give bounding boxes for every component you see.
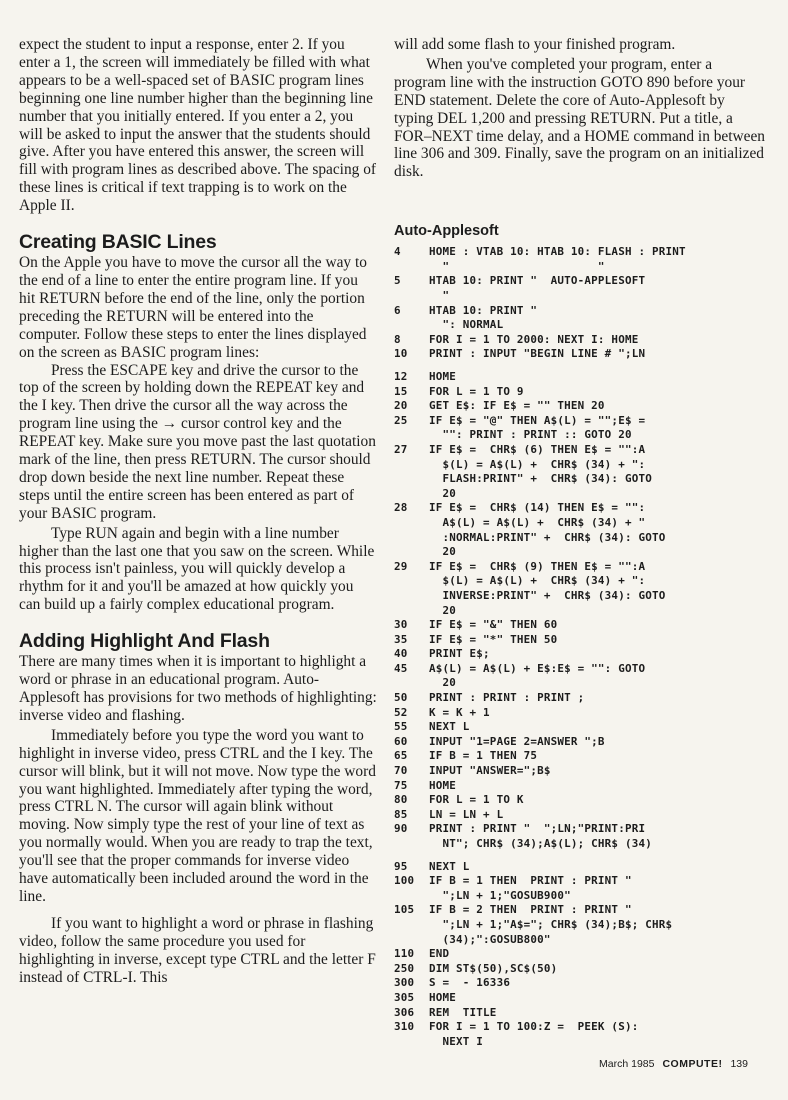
heading-adding-highlight: Adding Highlight And Flash <box>19 630 270 653</box>
code-text: NEXT L <box>429 859 470 873</box>
code-line <box>394 749 766 764</box>
code-text: END <box>429 947 450 961</box>
heading-creating-basic-lines: Creating BASIC Lines <box>19 231 217 254</box>
code-text: GET E$: IF E$ = "" THEN 20 <box>429 399 605 413</box>
left-column <box>19 36 377 987</box>
paragraph-continuation: will add some flash to your finished program. <box>394 36 676 53</box>
code-line <box>394 333 766 348</box>
paragraph-creating-2: Press the ESCAPE key and drive the cursor to the top of the screen by holding down the REPEAT key and the I key. Then drive the cursor all the way across the program line using the → cursor control key and the REPEAT key. Make sure you move past the last quotation mark of the line, then press RETURN. The cursor should drop down beside the next line number. Repeat these steps until the entire screen has been entered as part of your BASIC program. <box>19 361 376 522</box>
line-number: 305 <box>394 990 415 1004</box>
code-text: IF E$ = "@" THEN A$(L) = "";E$ = "": PRINT : PRINT :: GOTO 20 <box>429 413 646 442</box>
right-column <box>394 36 766 1049</box>
code-text: FOR L = 1 TO 9 <box>429 384 524 398</box>
code-line <box>394 560 766 618</box>
line-number: 6 <box>394 303 401 317</box>
line-number: 95 <box>394 859 408 873</box>
code-text: HOME <box>429 990 457 1004</box>
code-line <box>394 501 766 559</box>
line-number: 27 <box>394 442 408 456</box>
code-text: IF B = 1 THEN 75 <box>429 749 538 763</box>
code-line <box>394 245 766 274</box>
line-number: 12 <box>394 370 408 383</box>
listing-title: Auto-Applesoft <box>394 223 499 240</box>
footer-date: March 1985 <box>599 1058 655 1070</box>
line-number: 8 <box>394 332 401 346</box>
code-text: DIM ST$(50),SC$(50) <box>429 961 558 975</box>
code-line <box>394 414 766 443</box>
line-number: 105 <box>394 903 415 917</box>
code-line <box>394 647 766 662</box>
code-text: IF B = 2 THEN PRINT : PRINT " ";LN + 1;"A$="; CHR$ (34);B$; CHR$ (34);":GOSUB800" <box>429 903 673 946</box>
line-number: 70 <box>394 764 408 778</box>
code-text: IF E$ = CHR$ (9) THEN E$ = "":A $(L) = A$(L) + CHR$ (34) + ": INVERSE:PRINT" + CHR$ (34): GOTO 20 <box>429 559 666 617</box>
code-text: FOR I = 1 TO 100:Z = PEEK (S): NEXT I <box>429 1020 639 1048</box>
code-text: HOME : VTAB 10: HTAB 10: FLASH : PRINT " " <box>429 245 686 273</box>
code-text: PRINT : INPUT "BEGIN LINE # ";LN <box>429 347 646 361</box>
line-number: 55 <box>394 720 408 734</box>
code-line <box>394 1020 766 1049</box>
line-number: 85 <box>394 807 408 821</box>
line-number: 15 <box>394 384 408 398</box>
line-number: 5 <box>394 274 401 288</box>
code-text: HTAB 10: PRINT " ": NORMAL <box>429 303 538 332</box>
code-line <box>394 779 766 794</box>
code-text: NEXT L <box>429 720 470 734</box>
code-line <box>394 304 766 333</box>
code-text: IF B = 1 THEN PRINT : PRINT " ";LN + 1;"GOSUB900" <box>429 874 632 902</box>
line-number: 4 <box>394 245 401 259</box>
line-number: 50 <box>394 691 408 705</box>
code-text: IF E$ = "*" THEN 50 <box>429 632 558 646</box>
footer-magazine: COMPUTE! <box>662 1058 723 1070</box>
code-line <box>394 903 766 947</box>
code-text: HOME <box>429 370 457 383</box>
code-text: K = K + 1 <box>429 705 490 719</box>
line-number: 20 <box>394 399 408 413</box>
code-text: PRINT E$; <box>429 647 490 661</box>
paragraph-intro: expect the student to input a response, enter 2. If you enter a 1, the screen will immediately be filled with what appears to be a well-spaced set of BASIC program lines beginning one line number higher than the beginning line number that you initially entered. If you enter a 2, you will be asked to input the answer that the students should give. After you have entered this answer, the screen will fill with program lines as described above. The spacing of these lines is critical if text trapping is to work on the Apple II. <box>19 36 377 215</box>
code-text: IF E$ = "&" THEN 60 <box>429 618 558 632</box>
code-text: IF E$ = CHR$ (14) THEN E$ = "": A$(L) = A$(L) + CHR$ (34) + " :NORMAL:PRINT" + CHR$ (34): GOTO 20 <box>429 501 666 559</box>
paragraph-completion: When you've completed your program, enter a program line with the instruction GOTO 890 before your END statement. Delete the core of Auto-Applesoft by typing DEL 1,200 and pressing RETURN. Put a title, a FOR–NEXT time delay, and a HOME command in between line 306 and 309. Finally, save the program on an initialized disk. <box>394 55 766 181</box>
code-line <box>394 633 766 648</box>
code-text: IF E$ = CHR$ (6) THEN E$ = "":A $(L) = A$(L) + CHR$ (34) + ": FLASH:PRINT" + CHR$ (34): GOTO 20 <box>429 442 652 500</box>
code-line <box>394 874 766 903</box>
footer-page-number: 139 <box>730 1058 748 1070</box>
code-line <box>394 720 766 735</box>
line-number: 40 <box>394 647 408 661</box>
page-footer <box>599 1058 748 1070</box>
code-text: INPUT "1=PAGE 2=ANSWER ";B <box>429 734 605 748</box>
code-line <box>394 274 766 303</box>
line-number: 30 <box>394 618 408 632</box>
code-line <box>394 764 766 779</box>
paragraph-highlight-1: There are many times when it is important to highlight a word or phrase in an educational program. Auto-Applesoft has provisions for two methods of highlighting: inverse video and flashing. <box>19 653 377 724</box>
line-number: 110 <box>394 947 415 961</box>
code-line <box>394 793 766 808</box>
code-line <box>394 618 766 633</box>
code-line <box>394 347 766 362</box>
line-number: 310 <box>394 1020 415 1034</box>
code-text: REM TITLE <box>429 1005 497 1019</box>
line-number: 52 <box>394 705 408 719</box>
paragraph-highlight-2: Immediately before you type the word you want to highlight in inverse video, press CTRL and the I key. The cursor will blink, but it will not move. Now type the word you want highlighted. Immediately after typing the word, press CTRL N. The cursor will again blink without moving. Now simply type the rest of your line of text as you normally would. When you are ready to trap the text, you'll see that the proper commands for inverse video have automatically been included around the word in the line. <box>19 726 376 905</box>
code-line <box>394 443 766 501</box>
line-number: 45 <box>394 661 408 675</box>
code-line <box>394 822 766 851</box>
code-text: LN = LN + L <box>429 807 504 821</box>
line-number: 90 <box>394 822 408 836</box>
code-line <box>394 1006 766 1021</box>
line-number: 250 <box>394 961 415 975</box>
code-line <box>394 991 766 1006</box>
code-line <box>394 860 766 875</box>
code-line <box>394 399 766 414</box>
code-text: PRINT : PRINT " ";LN;"PRINT:PRI NT"; CHR$ (34);A$(L); CHR$ (34) <box>429 822 652 850</box>
line-number: 65 <box>394 749 408 763</box>
line-number: 60 <box>394 734 408 748</box>
code-text: HTAB 10: PRINT " AUTO-APPLESOFT " <box>429 274 646 303</box>
code-text: A$(L) = A$(L) + E$:E$ = "": GOTO 20 <box>429 661 646 690</box>
line-number: 306 <box>394 1005 415 1019</box>
code-line <box>394 947 766 962</box>
line-number: 28 <box>394 501 408 515</box>
code-text: FOR I = 1 TO 2000: NEXT I: HOME <box>429 332 639 346</box>
line-number: 80 <box>394 793 408 807</box>
line-number: 300 <box>394 976 415 990</box>
code-text: HOME <box>429 778 457 792</box>
program-listing <box>394 245 766 1049</box>
paragraph-creating-3: Type RUN again and begin with a line number higher than the last one that you saw on the screen. While this process isn't painless, you will quickly develop a rhythm for it and you'll be amazed at how quickly you can build up a fairly complex educational program. <box>19 524 375 614</box>
code-text: FOR L = 1 TO K <box>429 793 524 807</box>
line-number: 25 <box>394 413 408 427</box>
paragraph-creating-1: On the Apple you have to move the cursor all the way to the end of a line to enter the entire program line. If you hit RETURN before the end of the line, only the portion preceding the RETURN will be entered into the computer. Follow these steps to enter the lines displayed on the screen as BASIC program lines: <box>19 254 367 361</box>
line-number: 10 <box>394 347 408 361</box>
line-number: 75 <box>394 778 408 792</box>
line-number: 35 <box>394 632 408 646</box>
code-text: INPUT "ANSWER=";B$ <box>429 764 551 778</box>
line-number: 29 <box>394 559 408 573</box>
code-line <box>394 691 766 706</box>
code-line <box>394 808 766 823</box>
code-line <box>394 962 766 977</box>
code-text: S = - 16336 <box>429 976 511 990</box>
code-line <box>394 662 766 691</box>
code-line <box>394 706 766 721</box>
code-text: PRINT : PRINT : PRINT ; <box>429 691 585 705</box>
line-number: 100 <box>394 874 415 888</box>
code-line <box>394 385 766 400</box>
code-line <box>394 976 766 991</box>
code-line <box>394 370 766 385</box>
paragraph-highlight-3: If you want to highlight a word or phrase in flashing video, follow the same procedure you used for highlighting in inverse, except type CTRL and the letter F instead of CTRL-I. This <box>19 914 376 986</box>
code-line <box>394 735 766 750</box>
